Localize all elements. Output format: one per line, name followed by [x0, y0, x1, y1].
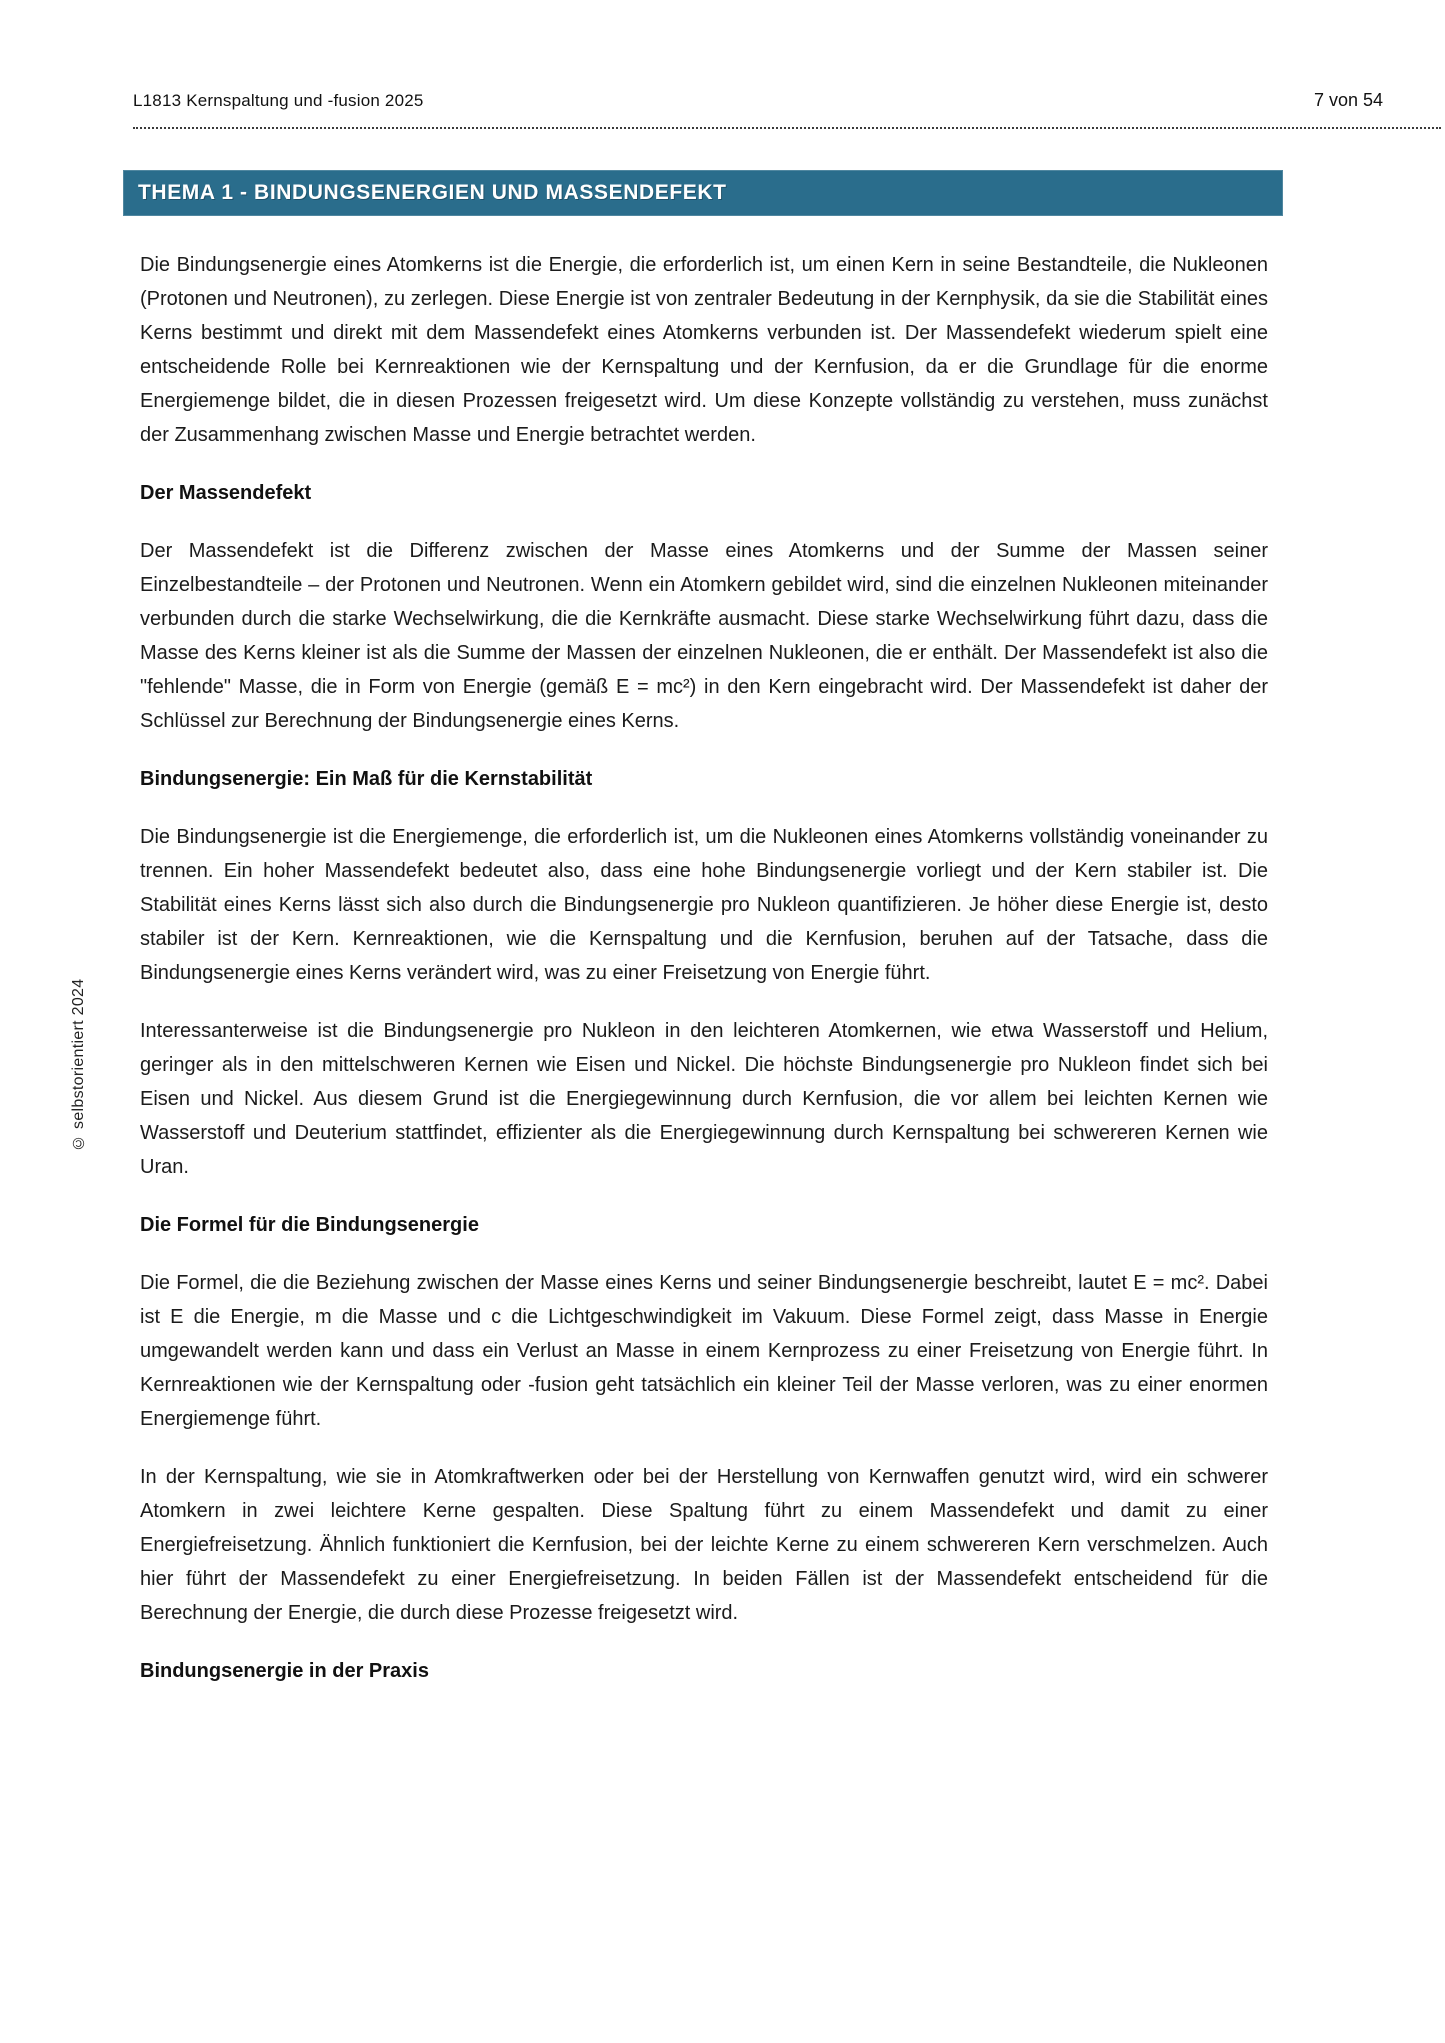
paragraph: In der Kernspaltung, wie sie in Atomkraftwerken oder bei der Herstellung von Kernwaffen genutzt wird, wird ein schwerer Atomkern in zwei leichtere Kerne gespalten. Diese Spaltung führt zu einem Massendefekt und damit zu einer Energiefreisetzung. Ähnlich funktioniert die Kernfusion, bei der leichte Kerne zu einem schwereren Kern verschmelzen. Auch hier führt der Massendefekt zu einer Energiefreisetzung. In beiden Fällen ist der Massendefekt entscheidend für die Berechnung der Energie, die durch diese Prozesse freigesetzt wird. — [140, 1466, 1268, 1624]
copyright-vertical-label: © selbstorientiert 2024 — [70, 978, 87, 1152]
section-heading: Bindungsenergie in der Praxis — [140, 1660, 429, 1682]
paragraph: Der Massendefekt ist die Differenz zwischen der Masse eines Atomkerns und der Summe der Massen seiner Einzelbestandteile – der Protonen und Neutronen. Wenn ein Atomkern gebildet wird, sind die einzelnen Nukleonen miteinander verbunden durch die starke Wechselwirkung, die die Kernkräfte ausmacht. Diese starke Wechselwirkung führt dazu, dass die Masse des Kerns kleiner ist als die Summe der Massen der einzelnen Nukleonen, die er enthält. Der Massendefekt ist also die "fehlende" Masse, die in Form von Energie (gemäß E = mc²) in den Kern eingebracht wird. Der Massendefekt ist daher der Schlüssel zur Berechnung der Bindungsenergie eines Kerns. — [140, 540, 1268, 732]
paragraph: Interessanterweise ist die Bindungsenergie pro Nukleon in den leichteren Atomkernen, wie etwa Wasserstoff und Helium, geringer als in den mittelschweren Kernen wie Eisen und Nickel. Die höchste Bindungsenergie pro Nukleon findet sich bei Eisen und Nickel. Aus diesem Grund ist die Energiegewinnung durch Kernfusion, die vor allem bei leichten Kernen wie Wasserstoff und Deuterium stattfindet, effizienter als die Energiegewinnung durch Kernspaltung bei schwereren Kernen wie Uran. — [140, 1020, 1268, 1178]
paragraph: Die Formel, die die Beziehung zwischen der Masse eines Kerns und seiner Bindungsenergie beschreibt, lautet E = mc². Dabei ist E die Energie, m die Masse und c die Lichtgeschwindigkeit im Vakuum. Diese Formel zeigt, dass Masse in Energie umgewandelt werden kann und dass ein Verlust an Masse in einem Kernprozess zu einer Freisetzung von Energie führt. In Kernreaktionen wie der Kernspaltung oder -fusion geht tatsächlich ein kleiner Teil der Masse verloren, was zu einer enormen Energiemenge führt. — [140, 1272, 1268, 1430]
document-code: L1813 Kernspaltung und -fusion 2025 — [133, 91, 424, 110]
section-heading: Die Formel für die Bindungsenergie — [140, 1214, 479, 1236]
paragraph: Die Bindungsenergie eines Atomkerns ist die Energie, die erforderlich ist, um einen Kern in seine Bestandteile, die Nukleonen (Protonen und Neutronen), zu zerlegen. Diese Energie ist von zentraler Bedeutung in der Kernphysik, da sie die Stabilität eines Kerns bestimmt und direkt mit dem Massendefekt eines Atomkerns verbunden ist. Der Massendefekt wiederum spielt eine entscheidende Rolle bei Kernreaktionen wie der Kernspaltung und der Kernfusion, da er die Grundlage für die enorme Energiemenge bildet, die in diesen Prozessen freigesetzt wird. Um diese Konzepte vollständig zu verstehen, muss zunächst der Zusammenhang zwischen Masse und Energie betrachtet werden. — [140, 254, 1268, 446]
page-number-indicator: 7 von 54 — [1313, 90, 1383, 110]
document-body — [140, 248, 1268, 1712]
topic-banner-title: THEMA 1 - BINDUNGSENERGIEN UND MASSENDEFEKT — [138, 181, 727, 204]
section-heading: Der Massendefekt — [140, 482, 312, 504]
section-heading: Bindungsenergie: Ein Maß für die Kernstabilität — [140, 768, 593, 790]
page-header — [133, 90, 1441, 129]
paragraph: Die Bindungsenergie ist die Energiemenge, die erforderlich ist, um die Nukleonen eines Atomkerns vollständig voneinander zu trennen. Ein hoher Massendefekt bedeutet also, dass eine hohe Bindungsenergie vorliegt und der Kern stabiler ist. Die Stabilität eines Kerns lässt sich also durch die Bindungsenergie pro Nukleon quantifizieren. Je höher diese Energie ist, desto stabiler ist der Kern. Kernreaktionen, wie die Kernspaltung und die Kernfusion, beruhen auf der Tatsache, dass die Bindungsenergie eines Kerns verändert wird, was zu einer Freisetzung von Energie führt. — [140, 826, 1268, 984]
topic-banner — [123, 170, 1283, 216]
